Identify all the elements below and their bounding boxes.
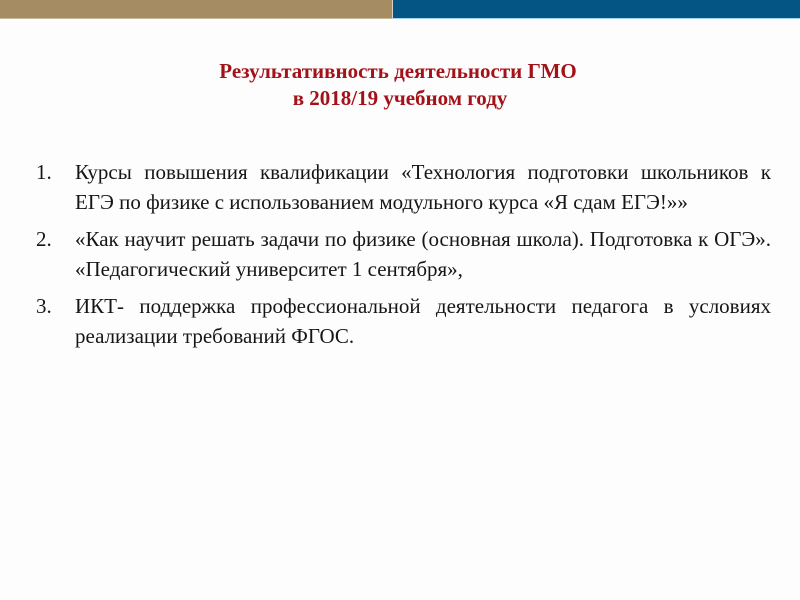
- top-bar-right-segment: [392, 0, 800, 19]
- list-item-text: Курсы повышения квалификации «Технология подготовки школьников к ЕГЭ по физике с использованием модульного курса «Я сдам ЕГЭ!»»: [75, 160, 771, 214]
- list-item: [36, 157, 771, 217]
- slide-title: [0, 58, 800, 112]
- list-item-number: 3.: [36, 294, 52, 318]
- list-item-text: ИКТ- поддержка профессиональной деятельности педагога в условиях реализации требований ФГОС.: [75, 294, 771, 348]
- slide-title-line-1: Результативность деятельности ГМО: [219, 59, 577, 83]
- top-decorative-bar: [0, 0, 800, 19]
- list-item-number: 2.: [36, 227, 52, 251]
- list-item: [36, 291, 771, 351]
- list-item: [36, 224, 771, 284]
- slide-title-line-2: в 2018/19 учебном году: [292, 86, 508, 110]
- list-item-text: «Как научит решать задачи по физике (основная школа). Подготовка к ОГЭ». «Педагогический университет 1 сентября»,: [75, 227, 771, 281]
- top-bar-left-segment: [0, 0, 392, 19]
- results-list: [36, 157, 771, 358]
- list-item-number: 1.: [36, 160, 52, 184]
